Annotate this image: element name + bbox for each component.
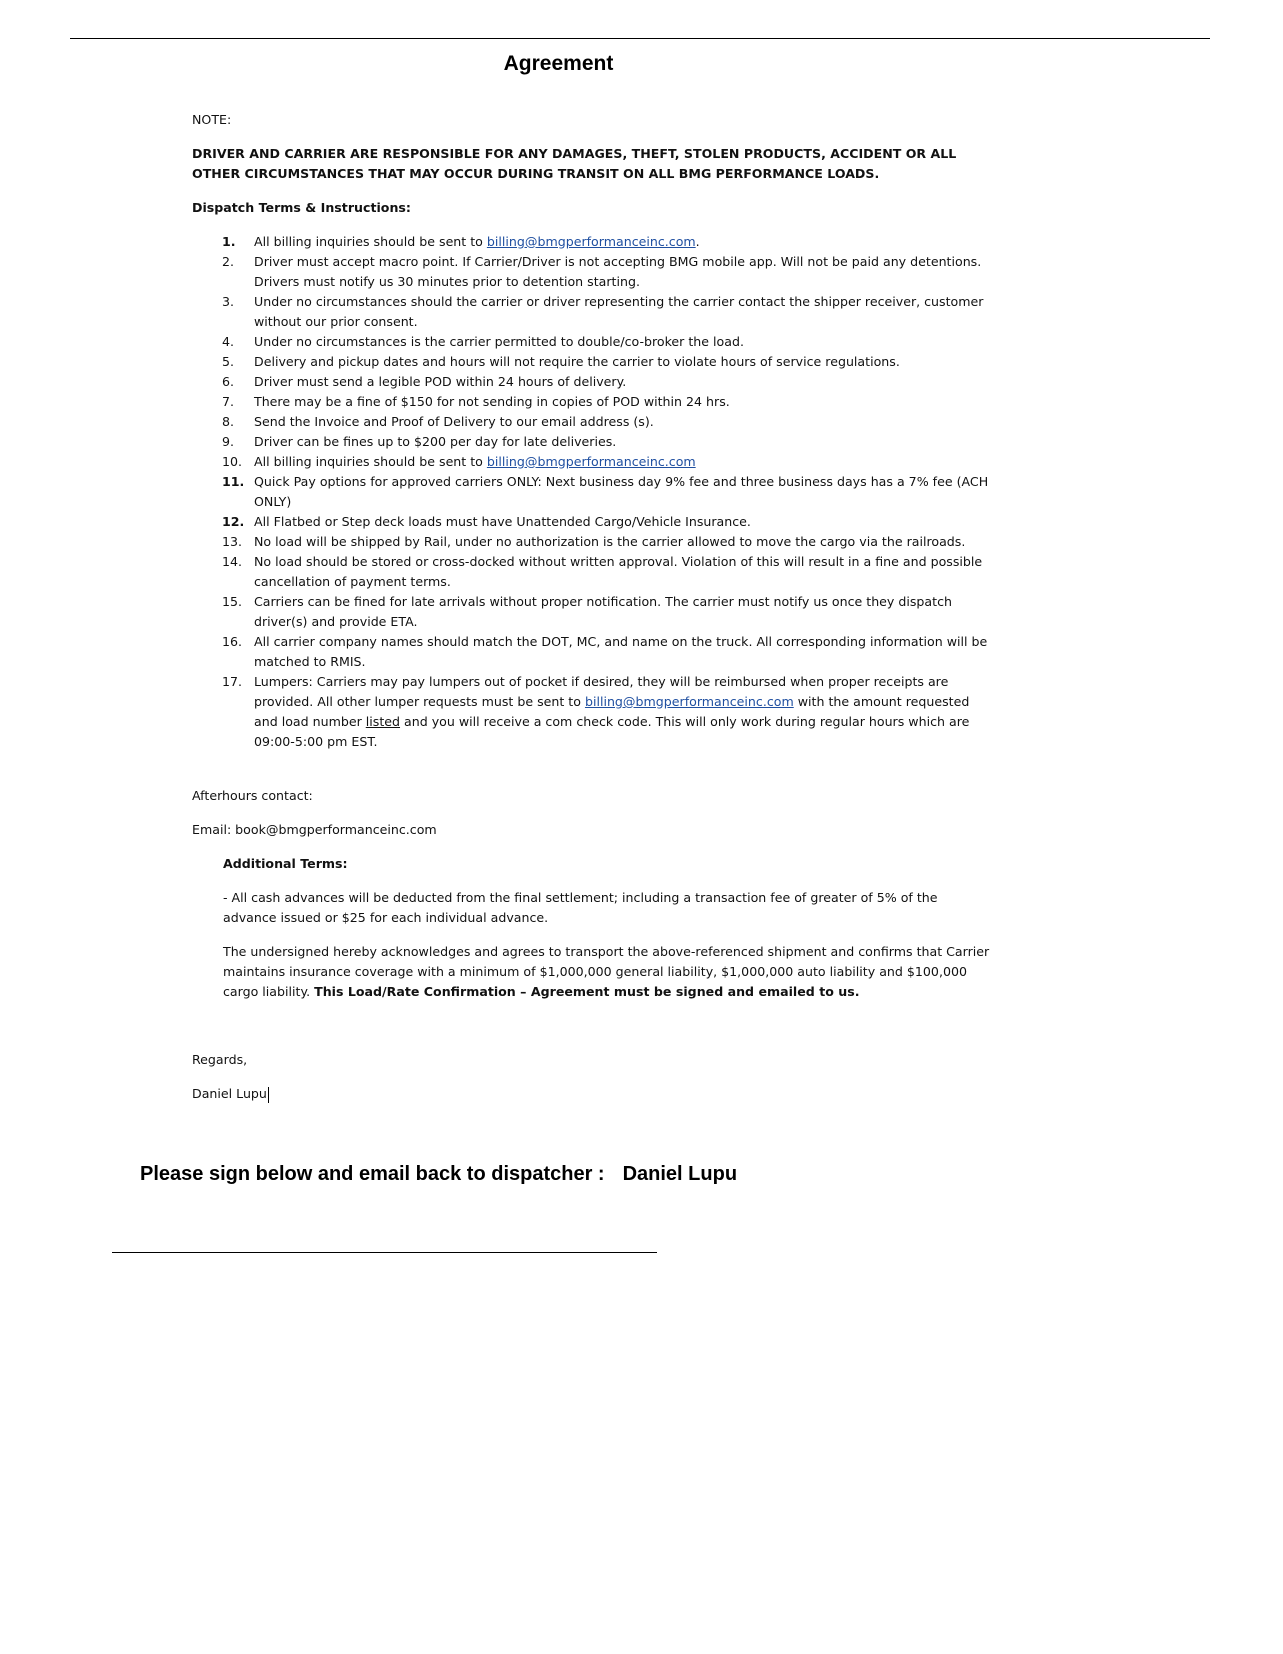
term-number: 2. — [222, 254, 235, 269]
term-text: Carriers can be fined for late arrivals without proper notification. The carrier must notify us once they dispatch driver(s) and provide ETA. — [254, 594, 952, 629]
term-text: Driver can be fines up to $200 per day for late deliveries. — [254, 434, 617, 449]
sign-prompt: Please sign below and email back to dispatcher : — [140, 1163, 605, 1185]
signature-requirement: This Load/Rate Confirmation – Agreement must be signed and emailed to us. — [314, 984, 860, 999]
term-text: All Flatbed or Step deck loads must have Unattended Cargo/Vehicle Insurance. — [254, 514, 751, 529]
liability-warning: DRIVER AND CARRIER ARE RESPONSIBLE FOR ANY DAMAGES, THEFT, STOLEN PRODUCTS, ACCIDENT OR ALL OTHER CIRCUMSTANCES THAT MAY OCCUR DURING TRANSIT ON ALL BMG PERFORMANCE LOADS. — [192, 146, 957, 181]
term-number: 9. — [222, 434, 235, 449]
acknowledgement-paragraph: The undersigned hereby acknowledges and agrees to transport the above-referenced shipment and confirms that Carrier maintains insurance coverage with a minimum of $1,000,000 general liability, $1,000,000 auto liability and $100,000 cargo liability. This Load/Rate Confirmation – Agreement must be signed and emailed to us. — [223, 944, 990, 999]
term-number: 5. — [222, 354, 235, 369]
term-number: 8. — [222, 414, 235, 429]
agreement-body — [192, 110, 992, 1104]
term-item — [192, 632, 992, 672]
term-number: 7. — [222, 394, 235, 409]
term-item — [192, 332, 992, 352]
term-text: All carrier company names should match the DOT, MC, and name on the truck. All corresponding information will be matched to RMIS. — [254, 634, 988, 669]
term-text: No load will be shipped by Rail, under no authorization is the carrier allowed to move the cargo via the railroads. — [254, 534, 966, 549]
term-number: 4. — [222, 334, 235, 349]
additional-terms — [192, 854, 992, 1002]
term-number: 10. — [222, 454, 243, 469]
term-number: 13. — [222, 534, 243, 549]
term-number: 1. — [222, 234, 236, 249]
regards-line: Regards, — [192, 1052, 248, 1067]
term-number: 12. — [222, 514, 245, 529]
afterhours-email: Email: book@bmgperformanceinc.com — [192, 822, 437, 837]
term-text: Under no circumstances is the carrier permitted to double/co-broker the load. — [254, 334, 744, 349]
dispatcher-name: Daniel Lupu — [622, 1163, 738, 1185]
term-text: Delivery and pickup dates and hours will not require the carrier to violate hours of service regulations. — [254, 354, 900, 369]
cash-advance-term: - All cash advances will be deducted from the final settlement; including a transaction fee of greater of 5% of the advance issued or $25 for each individual advance. — [223, 890, 938, 925]
terms-list — [192, 232, 992, 752]
term-item: 1. All billing inquiries should be sent to billing@bmgperformanceinc.com. — [192, 232, 992, 252]
term-number: 17. — [222, 674, 243, 689]
term-number: 6. — [222, 374, 235, 389]
term-number: 14. — [222, 554, 243, 569]
term-item — [192, 532, 992, 552]
signature-line[interactable] — [112, 1252, 657, 1253]
term-item: 17. Lumpers: Carriers may pay lumpers out of pocket if desired, they will be reimbursed when proper receipts are provided. All other lumper requests must be sent to billing@bmgperformanceinc.com with the amount requested and load number listed and you will receive a com check code. This will only work during regular hours which are 09:00-5:00 pm EST. — [222, 674, 970, 749]
term-item — [192, 432, 992, 452]
billing-email-link[interactable]: billing@bmgperformanceinc.com — [486, 234, 696, 249]
term-item — [192, 512, 992, 532]
term-text: Quick Pay options for approved carriers ONLY: Next business day 9% fee and three business days has a 7% fee (ACH ONLY) — [254, 474, 989, 509]
term-number: 15. — [222, 594, 243, 609]
term-number: 11. — [222, 474, 245, 489]
term-text: No load should be stored or cross-docked without written approval. Violation of this will result in a fine and possible cancellation of payment terms. — [254, 554, 983, 589]
billing-email-link[interactable]: billing@bmgperformanceinc.com — [584, 694, 794, 709]
afterhours-label: Afterhours contact: — [192, 788, 313, 803]
term-item — [192, 392, 992, 412]
term-text: Driver must accept macro point. If Carrier/Driver is not accepting BMG mobile app. Will not be paid any detentions. Drivers must notify us 30 minutes prior to detention starting. — [254, 254, 982, 289]
term-item — [192, 412, 992, 432]
term-item — [192, 592, 992, 632]
sign-instruction — [140, 1163, 737, 1186]
top-divider — [70, 38, 1210, 39]
term-item: 10. All billing inquiries should be sent to billing@bmgperformanceinc.com — [192, 452, 992, 472]
term-item — [192, 372, 992, 392]
term-text: Driver must send a legible POD within 24 hours of delivery. — [254, 374, 627, 389]
term-number: 3. — [222, 294, 235, 309]
term-text: Under no circumstances should the carrier or driver representing the carrier contact the shipper receiver, customer without our prior consent. — [254, 294, 984, 329]
note-label: NOTE: — [192, 112, 232, 127]
term-item — [192, 352, 992, 372]
signer-name: Daniel Lupu — [192, 1084, 992, 1104]
billing-email-link[interactable]: billing@bmgperformanceinc.com — [486, 454, 696, 469]
term-text: There may be a fine of $150 for not sending in copies of POD within 24 hrs. — [254, 394, 730, 409]
term-text: Send the Invoice and Proof of Delivery to our email address (s). — [254, 414, 654, 429]
term-number: 16. — [222, 634, 243, 649]
terms-heading: Dispatch Terms & Instructions: — [192, 200, 411, 215]
additional-terms-heading: Additional Terms: — [223, 856, 348, 871]
page-title: Agreement — [503, 52, 614, 75]
term-item — [192, 472, 992, 512]
term-item — [192, 292, 992, 332]
term-item — [192, 552, 992, 592]
term-item — [192, 252, 992, 292]
